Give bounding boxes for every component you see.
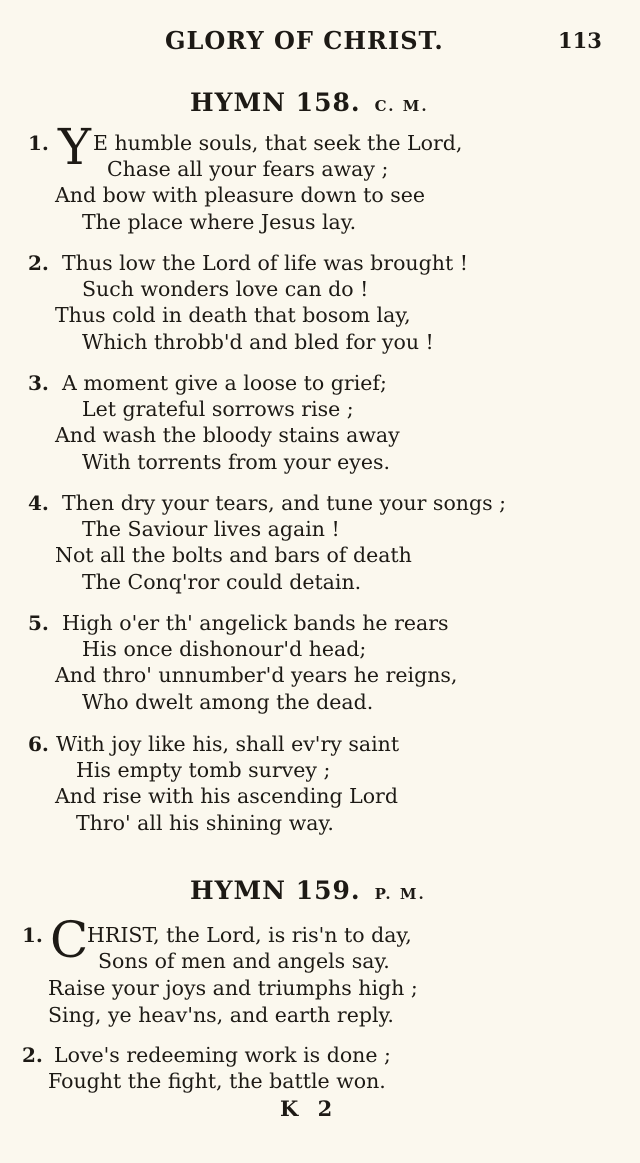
hymn-meter: C. M.: [374, 97, 429, 115]
verse-line: Thus low the Lord of life was brought !: [62, 251, 468, 275]
verse-line: The place where Jesus lay.: [82, 210, 357, 234]
verse-line: His empty tomb survey ;: [76, 758, 331, 782]
verse-line: HRIST, the Lord, is ris'n to day,: [87, 923, 412, 947]
verse-line: With joy like his, shall ev'ry saint: [56, 732, 400, 756]
running-title: GLORY OF CHRIST.: [165, 26, 444, 55]
stanza-number: 6.: [28, 732, 49, 756]
verse-line: And rise with his ascending Lord: [55, 784, 398, 808]
hymn-159-heading: [190, 876, 426, 905]
stanza-number: 1.: [22, 923, 43, 947]
verse-line: E humble souls, that seek the Lord,: [93, 131, 463, 155]
verse-line: The Saviour lives again !: [82, 517, 340, 541]
stanza-number: 2.: [28, 251, 49, 275]
verse-line: High o'er th' angelick bands he rears: [62, 611, 449, 635]
page-number: 113: [558, 28, 602, 53]
drop-cap: C: [50, 911, 89, 969]
verse-line: And wash the bloody stains away: [55, 423, 400, 447]
stanza-number: 4.: [28, 491, 49, 515]
drop-cap: Y: [58, 118, 92, 176]
verse-line: Such wonders love can do !: [82, 277, 369, 301]
verse-line: Who dwelt among the dead.: [82, 690, 374, 714]
verse-line: Raise your joys and triumphs high ;: [48, 976, 418, 1000]
hymn-title: HYMN 159.: [190, 876, 361, 905]
stanza-number: 3.: [28, 371, 49, 395]
running-head: [0, 26, 640, 56]
verse-line: And thro' unnumber'd years he reigns,: [55, 663, 458, 687]
verse-line: Which throbb'd and bled for you !: [82, 330, 434, 354]
verse-line: Let grateful sorrows rise ;: [82, 397, 354, 421]
verse-line: Then dry your tears, and tune your songs ;: [62, 491, 507, 515]
hymn-158-heading: [190, 88, 429, 117]
verse-line: Love's redeeming work is done ;: [54, 1043, 391, 1067]
stanza-number: 5.: [28, 611, 49, 635]
verse-line: Thro' all his shining way.: [76, 811, 334, 835]
verse-line: Sing, ye heav'ns, and earth reply.: [48, 1003, 394, 1027]
verse-line: Fought the fight, the battle won.: [48, 1069, 386, 1093]
verse-line: Thus cold in death that bosom lay,: [55, 303, 411, 327]
verse-line: Not all the bolts and bars of death: [55, 543, 412, 567]
verse-line: Sons of men and angels say.: [98, 949, 390, 973]
hymn-title: HYMN 158.: [190, 88, 361, 117]
verse-line: With torrents from your eyes.: [82, 450, 391, 474]
stanza-number: 2.: [22, 1043, 43, 1067]
verse-line: A moment give a loose to grief;: [62, 371, 387, 395]
verse-line: The Conq'ror could detain.: [82, 570, 362, 594]
stanza-number: 1.: [28, 131, 49, 155]
verse-line: And bow with pleasure down to see: [55, 183, 426, 207]
verse-line: Chase all your fears away ;: [107, 157, 389, 181]
hymn-meter: P. M.: [374, 885, 426, 903]
verse-line: His once dishonour'd head;: [82, 637, 367, 661]
signature-mark: K 2: [280, 1096, 339, 1121]
